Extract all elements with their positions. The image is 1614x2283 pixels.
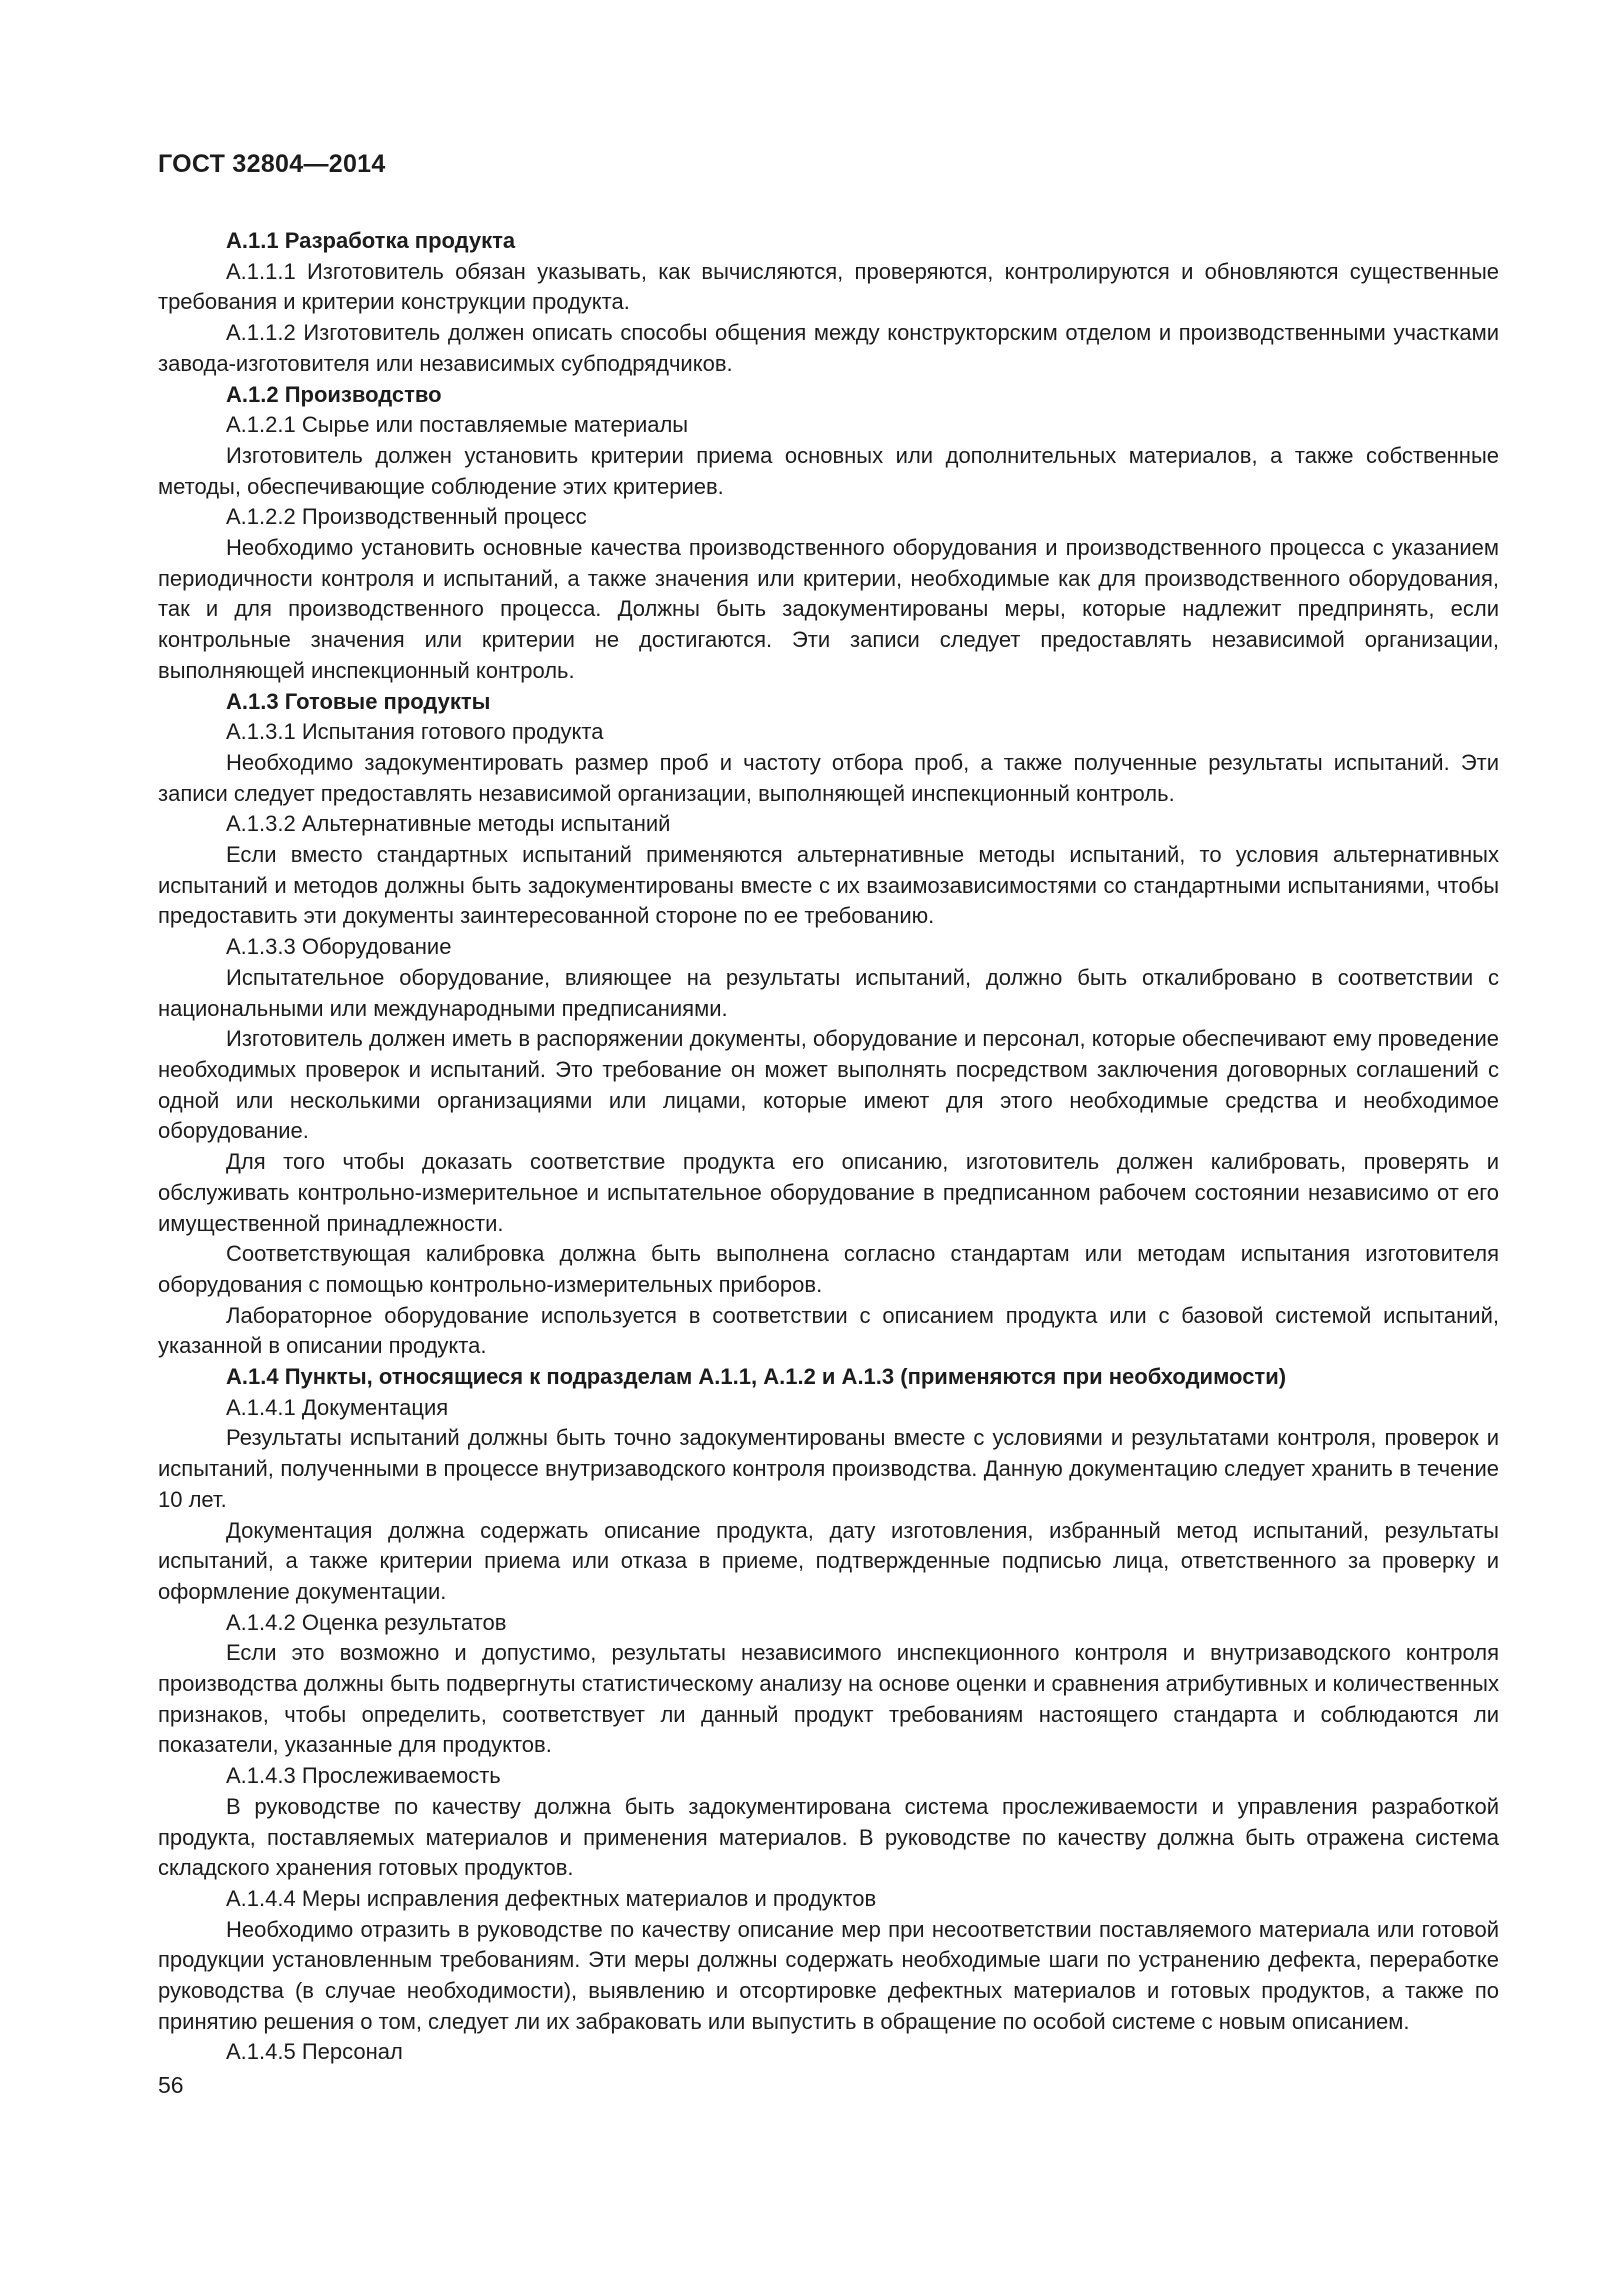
paragraph: А.1.4.3 Прослеживаемость bbox=[226, 1763, 501, 1789]
paragraph: В руководстве по качеству должна быть задокументирована система прослеживаемости и управления разработкой продукта, поставляемых материалов и применения материалов. В руководстве по качеству должна быть отражена система складского хранения готовых продуктов. bbox=[158, 1793, 1499, 1881]
paragraph: Испытательное оборудование, влияющее на результаты испытаний, должно быть откалибровано в соответствии с национальными или международными предписаниями. bbox=[158, 964, 1499, 1021]
paragraph: Результаты испытаний должны быть точно задокументированы вместе с условиями и результатами контроля, проверок и испытаний, полученными в процессе внутризаводского контроля производства. Данную документацию следует хранить в течение 10 лет. bbox=[158, 1425, 1499, 1512]
paragraph: Изготовитель должен иметь в распоряжении документы, оборудование и персонал, которые обеспечивают ему проведение необходимых проверок и испытаний. Это требование он может выполнять посредством заключения договорных соглашений с одной или несколькими организациями или лицами, которые имеют для этого необходимые средства и необходимое оборудование. bbox=[158, 1026, 1499, 1144]
paragraph: Необходимо задокументировать размер проб и частоту отбора проб, а также полученные результаты испытаний. Эти записи следует предоставлять независимой организации, выполняющей инспекционный контроль. bbox=[158, 749, 1499, 806]
paragraph: Изготовитель должен установить критерии приема основных или дополнительных материалов, а также собственные методы, обеспечивающие соблюдение этих критериев. bbox=[158, 442, 1499, 499]
section-heading: А.1.3 Готовые продукты bbox=[226, 688, 491, 714]
paragraph: Если вместо стандартных испытаний применяются альтернативные методы испытаний, то условия альтернативных испытаний и методов должны быть задокументированы вместе с их взаимозависимостями со стандартными испытаниями, чтобы предоставить эти документы заинтересованной стороне по ее требованию. bbox=[158, 842, 1499, 929]
section-heading: А.1.4 Пункты, относящиеся к подразделам А.1.1, А.1.2 и А.1.3 (применяются при необходимости) bbox=[226, 1364, 1287, 1390]
paragraph: Для того чтобы доказать соответствие продукта его описанию, изготовитель должен калибровать, проверять и обслуживать контрольно-измерительное и испытательное оборудование в предписанном рабочем состоянии независимо от его имущественной принадлежности. bbox=[158, 1149, 1499, 1236]
section-heading: А.1.2 Производство bbox=[226, 381, 442, 407]
paragraph: Необходимо установить основные качества производственного оборудования и производственного процесса с указанием периодичности контроля и испытаний, а также значения или критерии, необходимые как для производственного оборудования, так и для производственного процесса. Должны быть задокументированы меры, которые надлежит предпринять, если контрольные значения или критерии не достигаются. Эти записи следует предоставлять независимой организации, выполняющей инспекционный контроль. bbox=[158, 535, 1499, 683]
paragraph: А.1.1.2 Изготовитель должен описать способы общения между конструкторским отделом и производственными участками завода-изготовителя или независимых субподрядчиков. bbox=[158, 320, 1499, 376]
page-number: 56 bbox=[158, 2072, 184, 2098]
paragraph: Документация должна содержать описание продукта, дату изготовления, избранный метод испытаний, результаты испытаний, а также критерии приема или отказа в приеме, подтвержденные подписью лица, ответственного за проверку и оформление документации. bbox=[158, 1517, 1499, 1604]
paragraph: А.1.2.2 Производственный процесс bbox=[226, 504, 587, 530]
paragraph: Если это возможно и допустимо, результаты независимого инспекционного контроля и внутризаводского контроля производства должны быть подвергнуты статистическому анализу на основе оценки и сравнения атрибутивных и количественных признаков, чтобы определить, соответствует ли данный продукт требованиям настоящего стандарта и соблюдаются ли показатели, указанные для продуктов. bbox=[158, 1640, 1499, 1758]
paragraph: А.1.1.1 Изготовитель обязан указывать, как вычисляются, проверяются, контролируются и обновляются существенные требования и критерии конструкции продукта. bbox=[158, 258, 1499, 315]
paragraph: Лабораторное оборудование используется в соответствии с описанием продукта или с базовой системой испытаний, указанной в описании продукта. bbox=[158, 1302, 1499, 1359]
paragraph: А.1.2.1 Сырье или поставляемые материалы bbox=[226, 412, 689, 438]
paragraph: А.1.3.2 Альтернативные методы испытаний bbox=[226, 811, 671, 837]
paragraph: А.1.3.1 Испытания готового продукта bbox=[226, 719, 604, 745]
paragraph: А.1.4.2 Оценка результатов bbox=[226, 1609, 507, 1635]
section-heading: А.1.1 Разработка продукта bbox=[226, 228, 516, 253]
paragraph: А.1.4.1 Документация bbox=[226, 1394, 449, 1420]
standard-header: ГОСТ 32804—2014 bbox=[158, 150, 386, 178]
paragraph: А.1.3.3 Оборудование bbox=[226, 934, 452, 960]
paragraph: Необходимо отразить в руководстве по качеству описание мер при несоответствии поставляемого материала или готовой продукции установленным требованиям. Эти меры должны содержать необходимые шаги по устранению дефекта, переработке руководства (в случае необходимости), выявлению и отсортировке дефектных материалов и готовых продуктов, а также по принятию решения о том, следует ли их забраковать или выпустить в обращение по особой системе с новым описанием. bbox=[158, 1916, 1499, 2034]
paragraph: Соответствующая калибровка должна быть выполнена согласно стандартам или методам испытания изготовителя оборудования с помощью контрольно-измерительных приборов. bbox=[158, 1241, 1499, 1297]
paragraph: А.1.4.4 Меры исправления дефектных материалов и продуктов bbox=[226, 1885, 877, 1911]
document-body bbox=[158, 226, 1499, 2068]
paragraph: А.1.4.5 Персонал bbox=[226, 2039, 403, 2065]
